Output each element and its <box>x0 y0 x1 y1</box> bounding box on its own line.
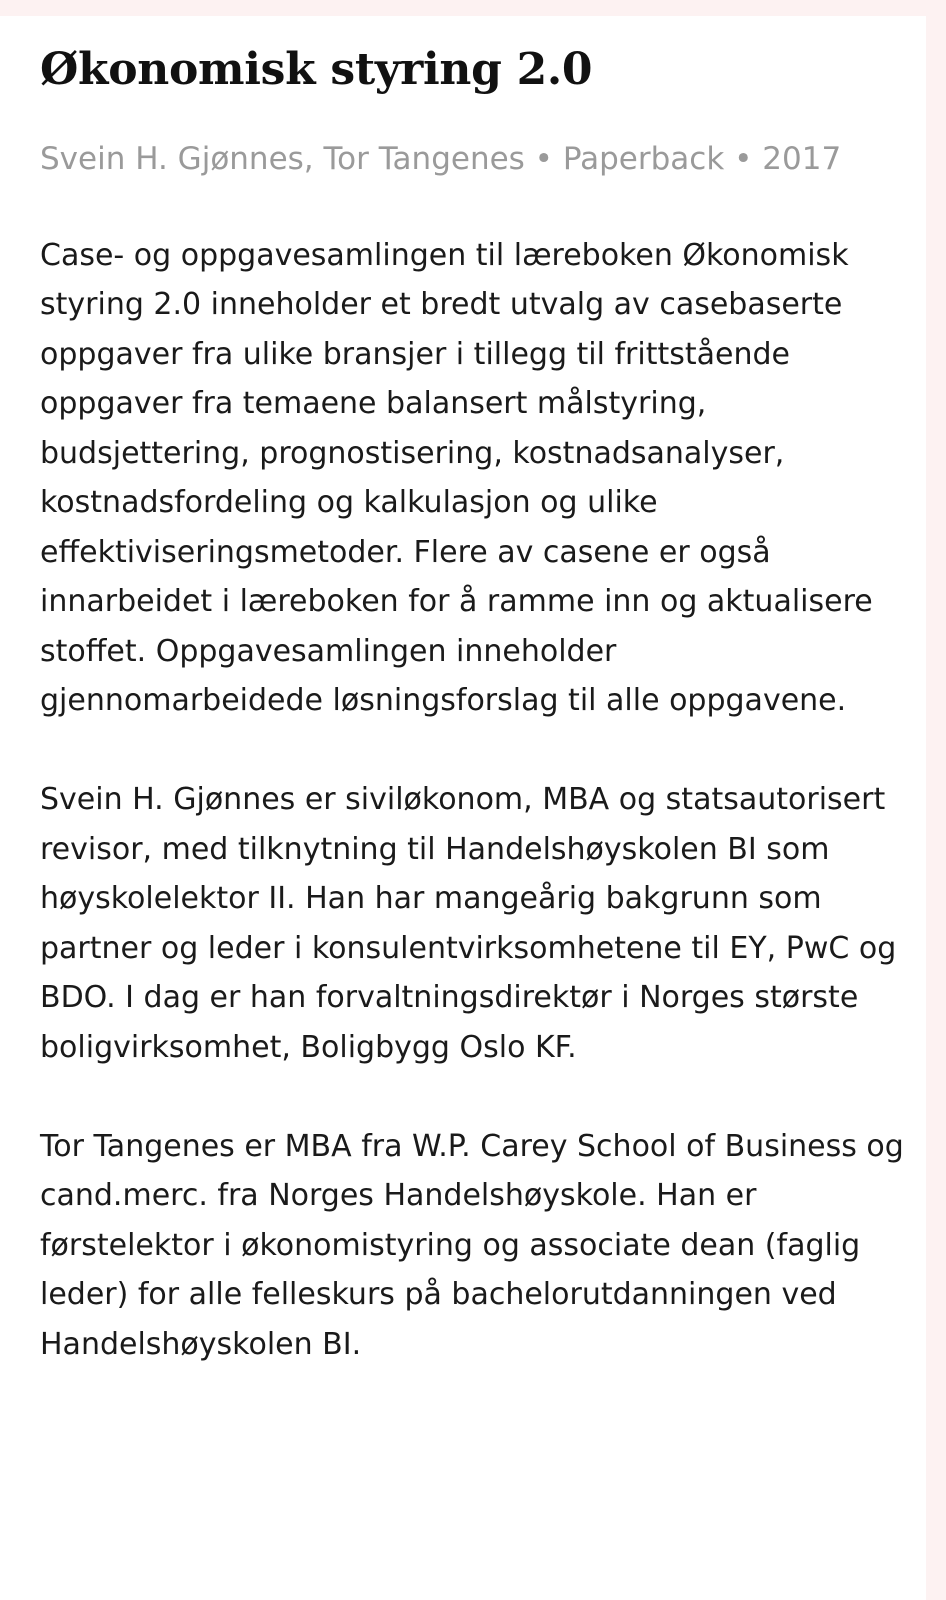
book-format: Paperback <box>562 140 725 177</box>
author-bio-tangenes: Tor Tangenes er MBA fra W.P. Carey School of Business og cand.merc. fra Norges Handelshøyskole. Han er førstelektor i økonomistyring og associate dean (faglig leder) for alle felleskurs på bachelorutdanningen ved Handelshøyskolen BI. <box>40 1128 904 1362</box>
description-paragraph: Case- og oppgavesamlingen til læreboken Økonomisk styring 2.0 inneholder et bredt utvalg av casebaserte oppgaver fra ulike bransjer i tillegg til frittstående oppgaver fra temaene balansert målstyring, budsjettering, prognostisering, kostnadsanalyser, kostnadsfordeling og kalkulasjon og ulike effektiviseringsmetoder. Flere av casene er også innarbeidet i læreboken for å ramme inn og aktualisere stoffet. Oppgavesamlingen inneholder gjennomarbeidede løsningsforslag til alle oppgavene. <box>40 237 873 719</box>
book-title: Økonomisk styring 2.0 <box>40 44 593 95</box>
book-year: 2017 <box>762 140 842 177</box>
book-description <box>40 231 906 1370</box>
book-detail-page <box>0 16 926 1600</box>
book-authors: Svein H. Gjønnes, Tor Tangenes <box>40 140 525 177</box>
meta-separator: • <box>724 140 763 177</box>
meta-separator: • <box>524 140 563 177</box>
author-bio-gjonnes: Svein H. Gjønnes er siviløkonom, MBA og statsautorisert revisor, med tilknytning til Handelshøyskolen BI som høyskolelektor II. Han har mangeårig bakgrunn som partner og leder i konsulentvirksomhetene til EY, PwC og BDO. I dag er han forvaltningsdirektør i Norges største boligvirksomhet, Boligbygg Oslo KF. <box>40 782 897 1065</box>
book-meta <box>40 135 840 184</box>
